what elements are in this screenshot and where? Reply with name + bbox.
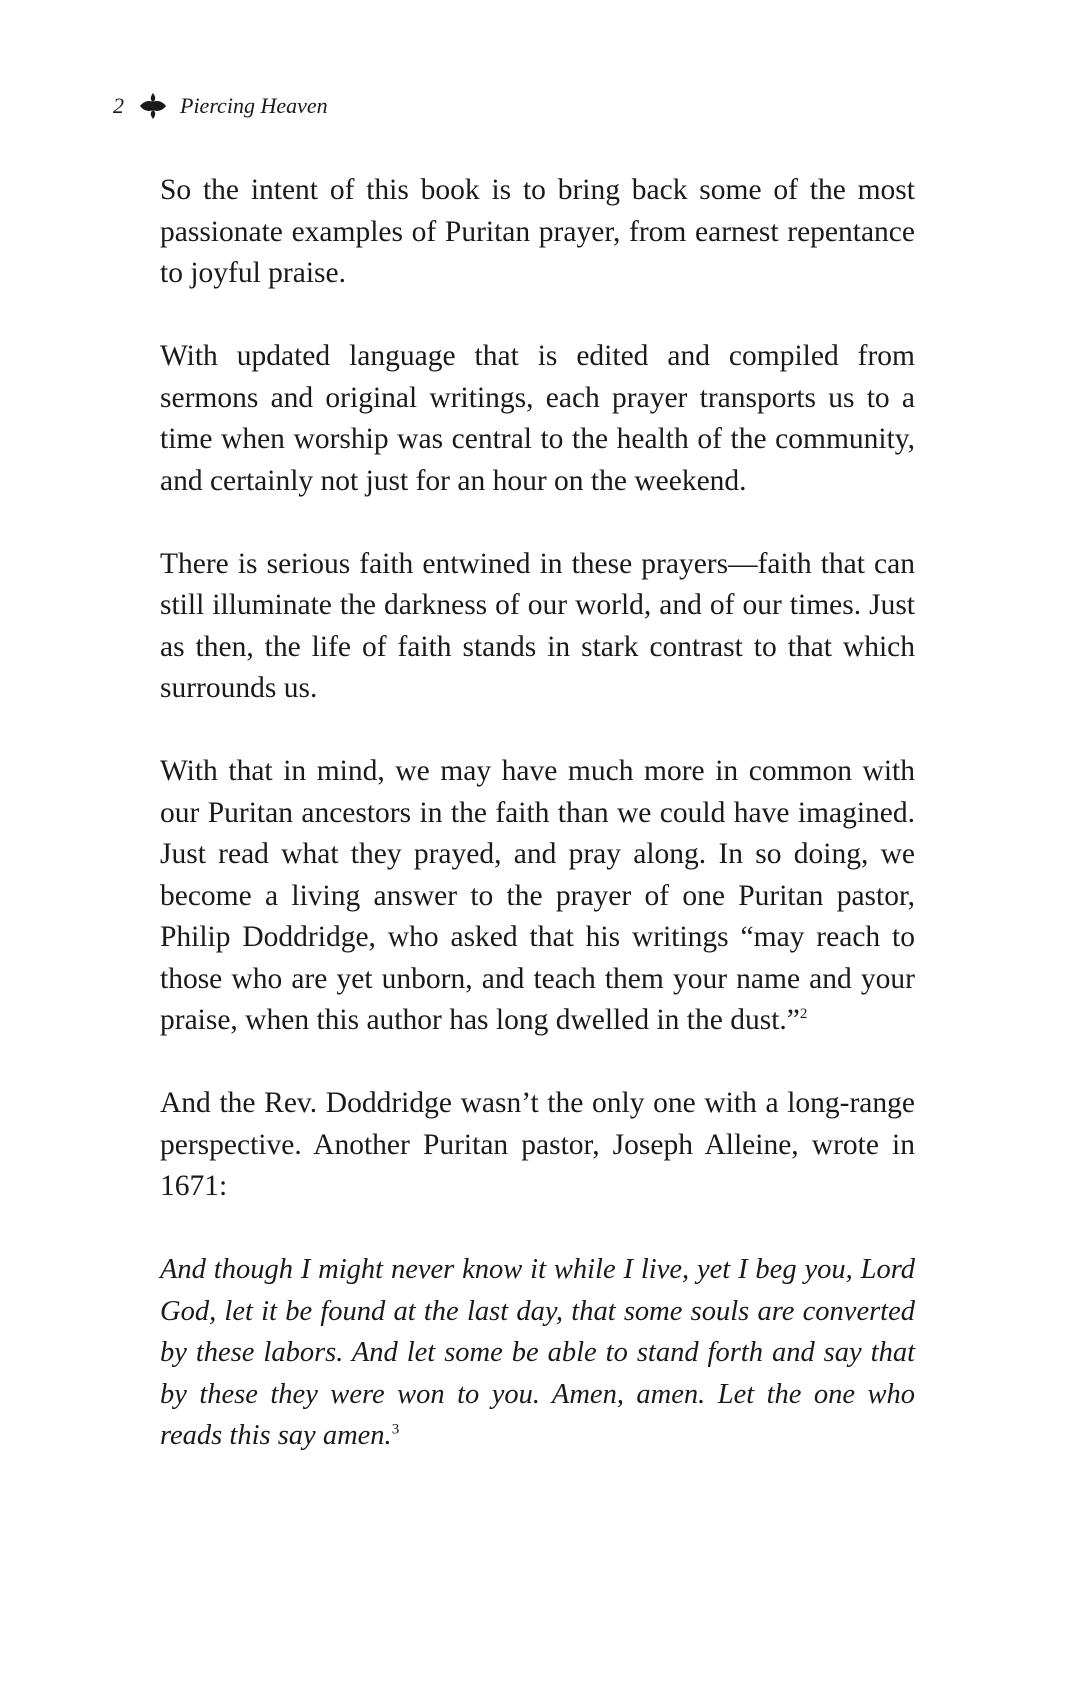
paragraph-alleine: And the Rev. Doddridge wasn’t the only one with a long-range perspective. Another Puritan pastor, Joseph Alleine, wrote in 1671: [160, 1087, 915, 1202]
paragraph-intent: So the intent of this book is to bring back some of the most passionate examples of Puritan prayer, from earnest repentance to joyful praise. [160, 174, 915, 289]
paragraph-in-common: With that in mind, we may have much more in common with our Puritan ancestors in the faith than we could have imagined. Just read what they prayed, and pray along. In so doing, we become a living answer to the prayer of one Puritan pastor, Philip Doddridge, who asked that his writings “may reach to those who are yet unborn, and teach them your name and your praise, when this author has long dwelled in the dust.”$^2$ [160, 755, 915, 1036]
footnote-ref-3: 3 [391, 1421, 400, 1438]
paragraph-serious-faith: There is serious faith entwined in these prayers—faith that can still illuminate the darkness of our world, and of our times. Just as then, the life of faith stands in stark contrast to that which surrounds us. [160, 547, 915, 704]
block-quote: And though I might never know it while I live, yet I beg you, Lord God, let it be found at the last day, that some souls are converted by these labors. And let some be able to stand forth and say that by these they were won to you. Amen, amen. Let the one who reads this say amen.$^3$ [160, 1254, 915, 1451]
page-number: 2 [113, 93, 124, 118]
footnote-ref-2: 2 [799, 1006, 808, 1023]
cross-ornament-icon [138, 91, 168, 121]
running-header [113, 88, 328, 124]
running-title: Piercing Heaven [180, 93, 328, 118]
paragraph-updated-language: With updated language that is edited and compiled from sermons and original writings, each prayer transports us to a time when worship was central to the health of the community, and certainly not just for an hour on the weekend. [160, 340, 915, 497]
body-text [160, 170, 915, 1498]
